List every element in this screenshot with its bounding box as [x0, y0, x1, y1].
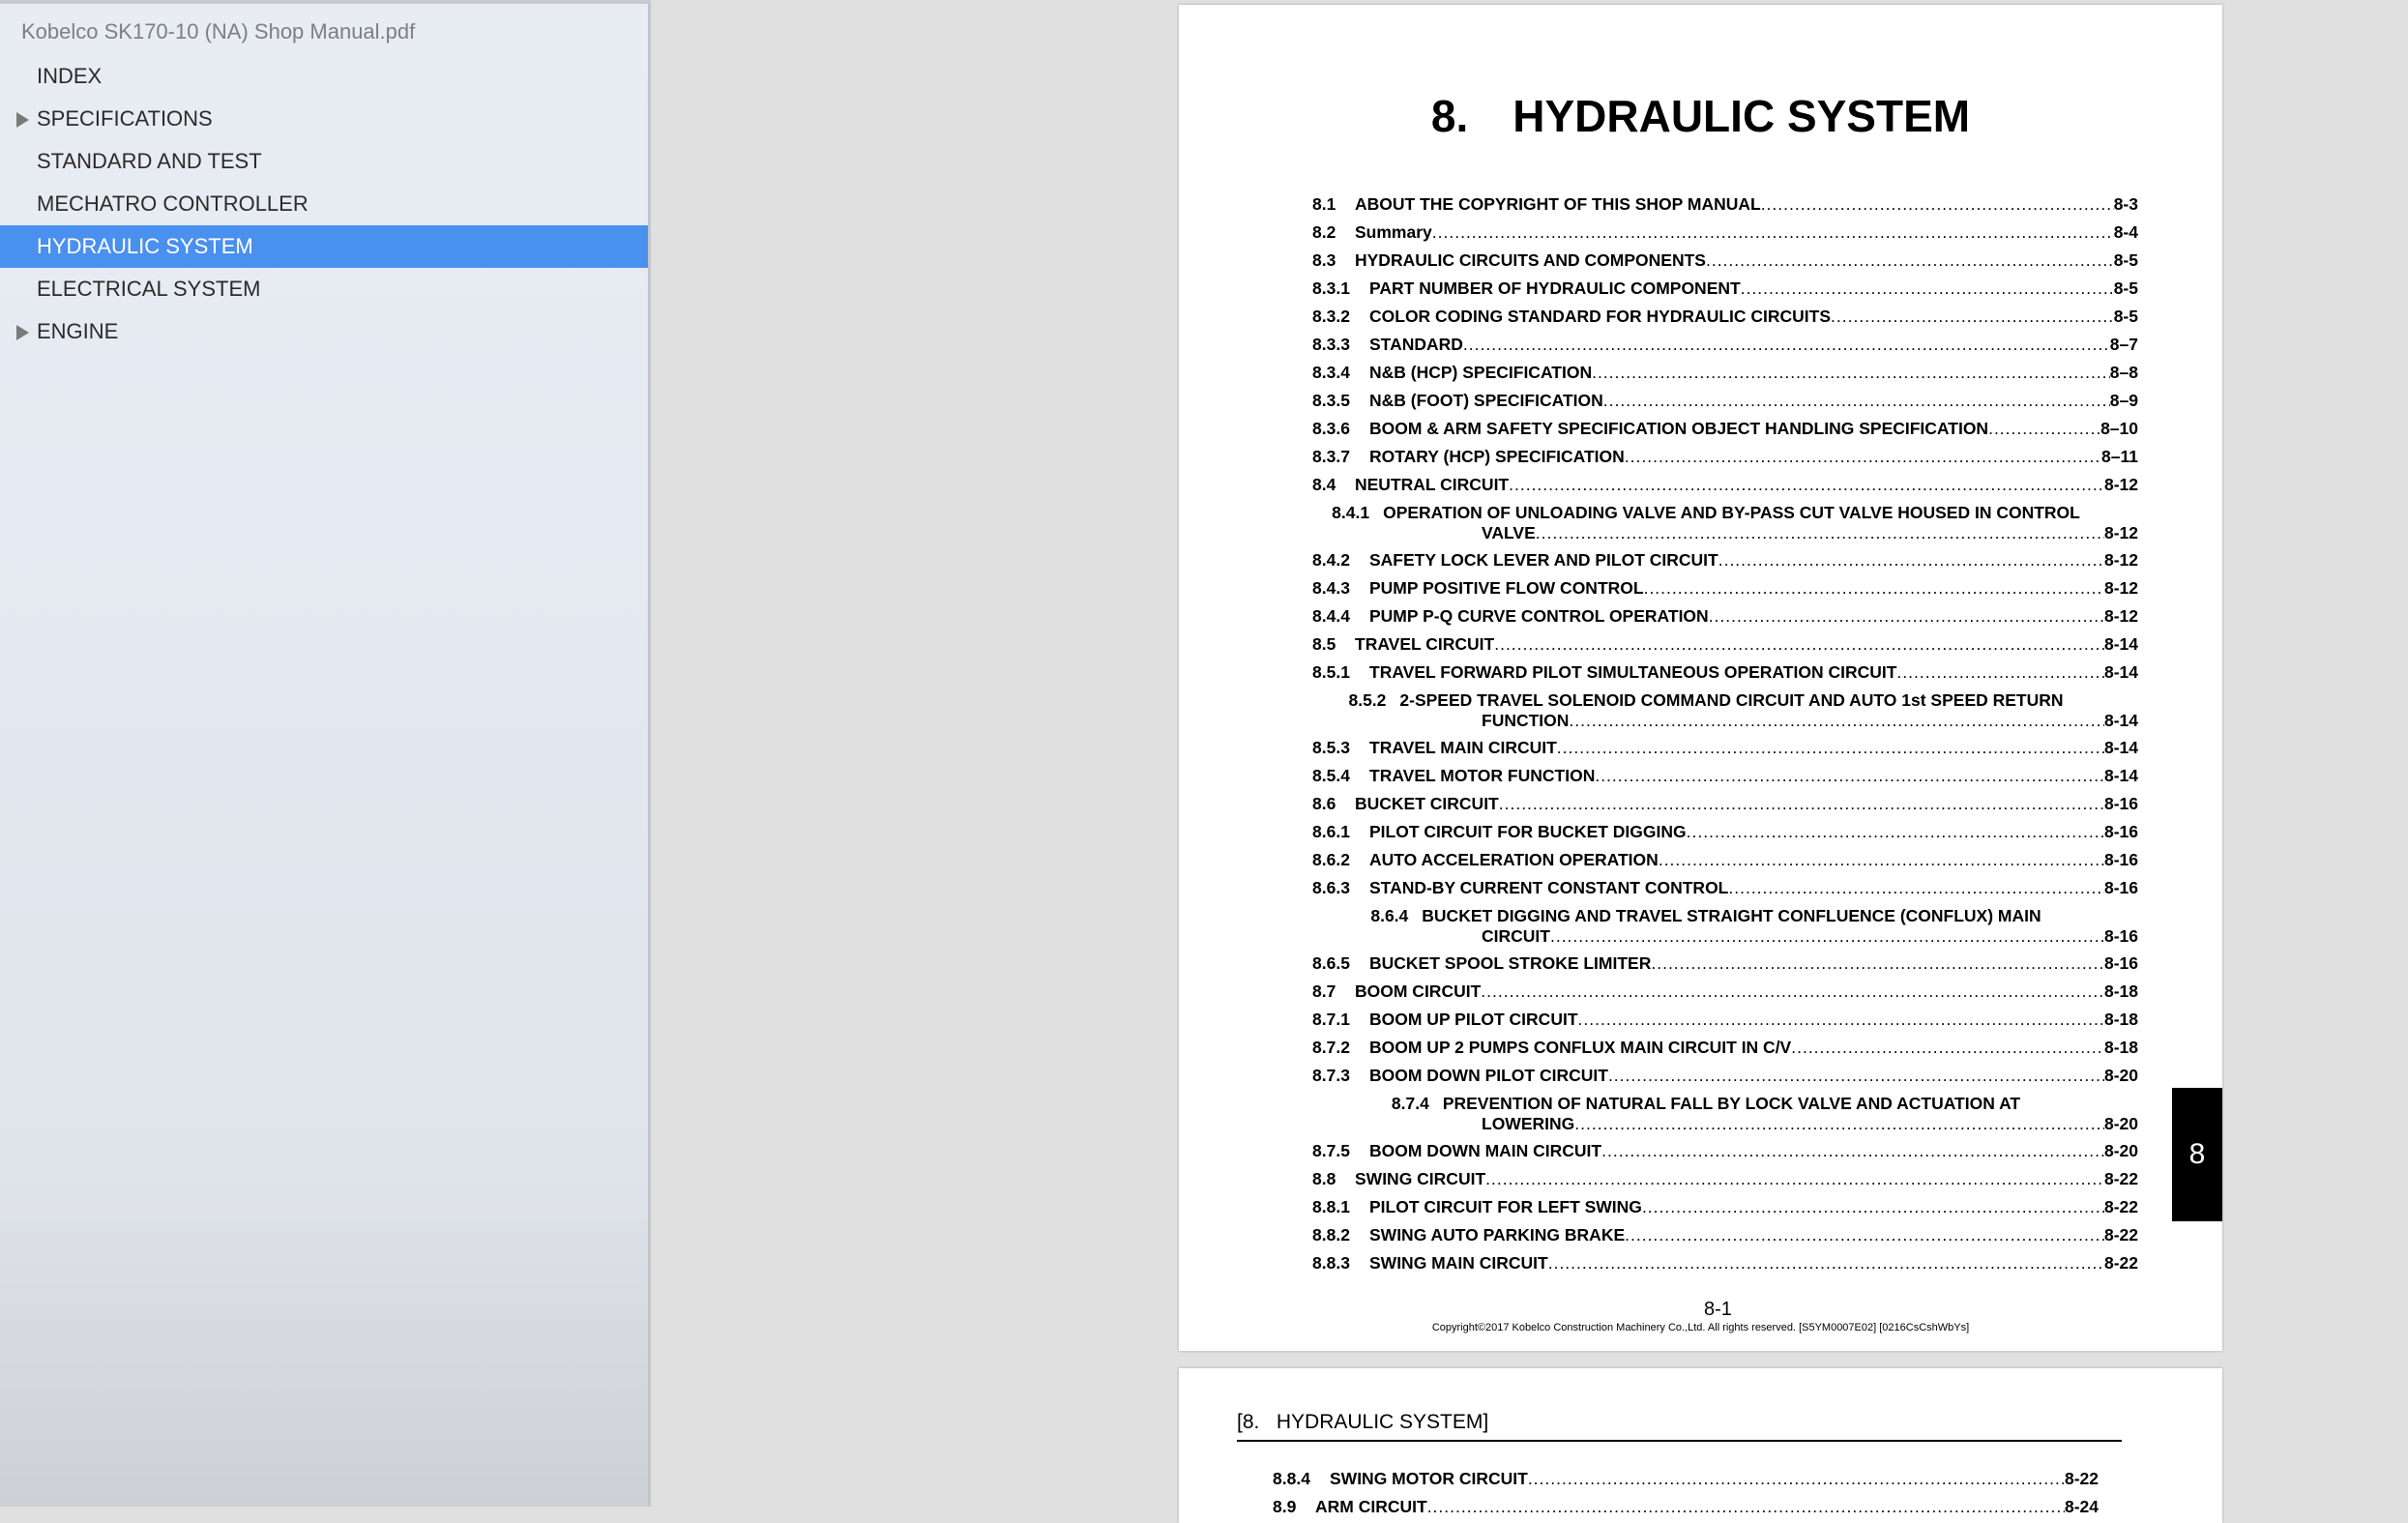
toc-page: 8-5 [2113, 278, 2138, 298]
outline-item-standard-and-test[interactable] [0, 140, 648, 183]
toc-page: 8–10 [2100, 419, 2138, 438]
document-title: Kobelco SK170-10 (NA) Shop Manual.pdf [21, 19, 416, 44]
leader-dots [1988, 419, 2100, 439]
toc-number: 8.6.2 [1312, 850, 1350, 869]
outline-item-electrical-system[interactable] [0, 268, 648, 310]
leader-dots [1494, 634, 2104, 655]
toc-number: 8.7.4 [1391, 1094, 1429, 1113]
toc-title: PILOT CIRCUIT FOR BUCKET DIGGING [1369, 822, 1687, 841]
toc-page: 8-14 [2103, 738, 2138, 757]
toc-entry[interactable] [1312, 872, 2138, 900]
toc-title: SWING CIRCUIT [1355, 1169, 1486, 1188]
toc-number: 8.2 [1312, 222, 1336, 242]
leader-dots [1578, 1010, 2104, 1030]
toc-entry[interactable] [1312, 273, 2138, 301]
chapter-number: 8. [1430, 91, 1469, 141]
outline-list [0, 55, 648, 353]
toc-page: 8-20 [2103, 1141, 2138, 1160]
toc-title-continued: FUNCTION [1482, 711, 1570, 730]
leader-dots [1557, 738, 2104, 758]
toc-entry-heading [1312, 690, 2100, 711]
toc-page: 8–7 [2109, 335, 2138, 354]
outline-item-label: STANDARD AND TEST [37, 149, 262, 173]
toc-number: 8.4.3 [1312, 578, 1350, 598]
toc-entry[interactable] [1312, 657, 2138, 685]
toc-entry[interactable] [1312, 685, 2138, 732]
toc-entry[interactable] [1312, 732, 2138, 760]
toc-entry[interactable] [1312, 1219, 2138, 1247]
toc-entry[interactable] [1312, 189, 2138, 217]
chapter-title-text: HYDRAULIC SYSTEM [1512, 91, 1971, 141]
toc-entry[interactable] [1312, 600, 2138, 629]
leader-dots [1608, 1066, 2104, 1086]
toc-entry-heading [1312, 503, 2100, 523]
leader-dots [1644, 578, 2104, 599]
toc-entry[interactable] [1273, 1463, 2099, 1491]
toc-page: 8-18 [2103, 1010, 2138, 1029]
toc-page: 8-22 [2103, 1253, 2138, 1273]
toc-entry[interactable] [1312, 900, 2138, 948]
toc-entry[interactable] [1312, 816, 2138, 844]
toc-number: 8.1 [1312, 194, 1336, 214]
toc-title: N&B (FOOT) SPECIFICATION [1369, 391, 1603, 410]
toc-page: 8-16 [2103, 850, 2138, 869]
toc-title: TRAVEL MAIN CIRCUIT [1369, 738, 1557, 757]
toc-entry[interactable] [1312, 385, 2138, 413]
toc-number: 8.6.5 [1312, 953, 1350, 973]
leader-dots [1687, 822, 2104, 842]
leader-dots [1574, 1114, 2104, 1134]
toc-page: 8-16 [2103, 953, 2138, 973]
toc-number: 8.4.4 [1312, 606, 1350, 626]
toc-number: 8.3.2 [1312, 307, 1350, 326]
toc-number: 8.3.7 [1312, 447, 1350, 466]
toc-entry[interactable] [1312, 1060, 2138, 1088]
running-header: [8. HYDRAULIC SYSTEM] [1237, 1411, 2122, 1442]
toc-number: 8.6.3 [1312, 878, 1350, 897]
disclosure-triangle-icon[interactable] [16, 112, 29, 128]
toc-entry[interactable] [1312, 301, 2138, 329]
toc-page: 8-14 [2103, 766, 2138, 785]
toc-page: 8-20 [2103, 1114, 2138, 1133]
toc-entry[interactable] [1312, 413, 2138, 441]
toc-title: BOOM & ARM SAFETY SPECIFICATION OBJECT HANDLING SPECIFICATION [1369, 419, 1989, 438]
toc-entry[interactable] [1312, 497, 2138, 544]
toc-page: 8-16 [2103, 878, 2138, 897]
toc-title: BUCKET CIRCUIT [1355, 794, 1499, 813]
toc-number: 8.7.2 [1312, 1038, 1350, 1057]
toc-number: 8.6 [1312, 794, 1336, 813]
leader-dots [1536, 523, 2104, 543]
outline-item-label: INDEX [37, 64, 103, 88]
toc-title: STAND-BY CURRENT CONSTANT CONTROL [1369, 878, 1729, 897]
toc-title: TRAVEL FORWARD PILOT SIMULTANEOUS OPERATION CIRCUIT [1369, 662, 1897, 682]
toc-title: N&B (HCP) SPECIFICATION [1369, 363, 1593, 382]
toc-title-continued: CIRCUIT [1482, 926, 1550, 946]
toc-entry[interactable] [1312, 441, 2138, 469]
leader-dots [1896, 662, 2104, 683]
toc-number: 8.9 [1273, 1497, 1297, 1516]
toc-page: 8-14 [2103, 662, 2138, 682]
leader-dots [1706, 250, 2114, 271]
toc-title: SWING MOTOR CIRCUIT [1330, 1469, 1528, 1488]
leader-dots [1595, 766, 2104, 786]
leader-dots [1728, 878, 2104, 898]
table-of-contents [1312, 189, 2138, 1275]
toc-entry[interactable] [1312, 329, 2138, 357]
toc-page: 8-16 [2103, 926, 2138, 946]
leader-dots [1481, 981, 2104, 1002]
toc-number: 8.8.3 [1312, 1253, 1350, 1273]
leader-dots [1651, 953, 2104, 974]
leader-dots [1463, 335, 2110, 355]
toc-page: 8-24 [2064, 1497, 2099, 1516]
toc-page: 8-22 [2103, 1225, 2138, 1245]
toc-page: 8-14 [2103, 634, 2138, 654]
page-number: 8-1 [1704, 1299, 1732, 1320]
toc-page: 8-20 [2103, 1066, 2138, 1085]
leader-dots [1642, 1197, 2104, 1217]
toc-entry[interactable] [1312, 1032, 2138, 1060]
leader-dots [1592, 363, 2110, 383]
toc-entry[interactable] [1312, 844, 2138, 872]
toc-title: PREVENTION OF NATURAL FALL BY LOCK VALVE AND ACTUATION AT [1442, 1094, 2021, 1113]
pdf-page-8-2[interactable] [1179, 1368, 2222, 1523]
toc-entry[interactable] [1312, 976, 2138, 1004]
toc-number: 8.5.2 [1348, 690, 1387, 710]
toc-number: 8.6.1 [1312, 822, 1350, 841]
toc-page: 8-12 [2103, 606, 2138, 626]
toc-number: 8.7.5 [1312, 1141, 1350, 1160]
toc-number: 8.3.5 [1312, 391, 1350, 410]
toc-entry[interactable] [1312, 1191, 2138, 1219]
leader-dots [1718, 550, 2104, 571]
toc-title: HYDRAULIC CIRCUITS AND COMPONENTS [1355, 250, 1706, 270]
outline-item-hydraulic-system[interactable] [0, 225, 648, 268]
outline-item-index[interactable] [0, 55, 648, 98]
toc-number: 8.7.1 [1312, 1010, 1350, 1029]
toc-page: 8–9 [2109, 391, 2138, 410]
toc-title: BOOM DOWN PILOT CIRCUIT [1369, 1066, 1608, 1085]
toc-number: 8.3 [1312, 250, 1336, 270]
toc-title: PILOT CIRCUIT FOR LEFT SWING [1369, 1197, 1642, 1216]
toc-page: 8-18 [2103, 1038, 2138, 1057]
toc-page: 8-22 [2064, 1469, 2099, 1488]
toc-entry[interactable] [1312, 760, 2138, 788]
toc-title: NEUTRAL CIRCUIT [1355, 475, 1510, 494]
toc-title: BOOM UP PILOT CIRCUIT [1369, 1010, 1578, 1029]
toc-title-continued: LOWERING [1482, 1114, 1575, 1133]
toc-title: OPERATION OF UNLOADING VALVE AND BY-PASS CUT VALVE HOUSED IN CONTROL [1383, 503, 2080, 522]
chapter-title [1179, 90, 2222, 142]
toc-entry[interactable] [1312, 469, 2138, 497]
toc-number: 8.5 [1312, 634, 1336, 654]
toc-entry[interactable] [1312, 544, 2138, 572]
toc-page: 8-12 [2103, 475, 2138, 494]
toc-page: 8-16 [2103, 794, 2138, 813]
toc-number: 8.4 [1312, 475, 1336, 494]
outline-item-label: ENGINE [37, 319, 119, 343]
leader-dots [1741, 278, 2114, 299]
toc-title: BOOM UP 2 PUMPS CONFLUX MAIN CIRCUIT IN C/V [1369, 1038, 1792, 1057]
leader-dots [1528, 1469, 2065, 1489]
toc-page: 8–11 [2101, 447, 2138, 466]
toc-number: 8.5.1 [1312, 662, 1350, 682]
toc-page: 8–8 [2109, 363, 2138, 382]
toc-number: 8.5.3 [1312, 738, 1350, 757]
toc-entry[interactable] [1312, 1004, 2138, 1032]
toc-title: SWING AUTO PARKING BRAKE [1369, 1225, 1626, 1245]
leader-dots [1550, 926, 2104, 947]
toc-entry[interactable] [1312, 1163, 2138, 1191]
leader-dots [1831, 307, 2114, 327]
toc-page: 8-12 [2103, 523, 2138, 542]
toc-title: ABOUT THE COPYRIGHT OF THIS SHOP MANUAL [1355, 194, 1761, 214]
leader-dots [1603, 391, 2110, 411]
leader-dots [1761, 194, 2114, 215]
leader-dots [1509, 475, 2104, 495]
toc-entry[interactable] [1312, 629, 2138, 657]
toc-title: COLOR CODING STANDARD FOR HYDRAULIC CIRCUITS [1369, 307, 1832, 326]
toc-page: 8-22 [2103, 1197, 2138, 1216]
leader-dots [1427, 1497, 2065, 1517]
toc-page: 8-18 [2103, 981, 2138, 1001]
toc-page: 8-22 [2103, 1169, 2138, 1188]
toc-title: BOOM DOWN MAIN CIRCUIT [1369, 1141, 1602, 1160]
toc-title: BUCKET DIGGING AND TRAVEL STRAIGHT CONFLUENCE (CONFLUX) MAIN [1422, 906, 2041, 925]
toc-title: TRAVEL CIRCUIT [1355, 634, 1495, 654]
toc-entry[interactable] [1312, 948, 2138, 976]
toc-number: 8.6.4 [1370, 906, 1409, 925]
toc-title: SAFETY LOCK LEVER AND PILOT CIRCUIT [1369, 550, 1718, 570]
table-of-contents-continued [1273, 1463, 2099, 1519]
toc-entry[interactable] [1312, 217, 2138, 245]
leader-dots [1791, 1038, 2104, 1058]
toc-page: 8-5 [2113, 307, 2138, 326]
disclosure-triangle-icon[interactable] [16, 325, 29, 340]
toc-number: 8.8.2 [1312, 1225, 1350, 1245]
toc-title: PUMP POSITIVE FLOW CONTROL [1369, 578, 1644, 598]
toc-number: 8.3.3 [1312, 335, 1350, 354]
chapter-tab: 8 [2172, 1088, 2222, 1221]
outline-item-label: MECHATRO CONTROLLER [37, 191, 308, 216]
toc-number: 8.7.3 [1312, 1066, 1350, 1085]
toc-entry[interactable] [1312, 1135, 2138, 1163]
toc-title: SWING MAIN CIRCUIT [1369, 1253, 1548, 1273]
toc-entry[interactable] [1312, 572, 2138, 600]
copyright-notice: Copyright©2017 Kobelco Construction Machinery Co.,Ltd. All rights reserved. [S5YM0007E02] [0216CsCshWbYs] [1431, 1322, 1970, 1333]
toc-title: TRAVEL MOTOR FUNCTION [1369, 766, 1596, 785]
leader-dots [1432, 222, 2114, 243]
toc-number: 8.5.4 [1312, 766, 1350, 785]
toc-number: 8.3.6 [1312, 419, 1350, 438]
toc-page: 8-14 [2103, 711, 2138, 730]
leader-dots [1569, 711, 2104, 731]
toc-page: 8-12 [2103, 578, 2138, 598]
outline-item-mechatro-controller[interactable] [0, 183, 648, 225]
toc-number: 8.8 [1312, 1169, 1336, 1188]
outline-item-specifications[interactable] [0, 98, 648, 140]
toc-title: Summary [1355, 222, 1432, 242]
toc-entry[interactable] [1312, 788, 2138, 816]
leader-dots [1499, 794, 2104, 814]
toc-number: 8.4.1 [1332, 503, 1370, 522]
toc-title: PUMP P-Q CURVE CONTROL OPERATION [1369, 606, 1709, 626]
toc-number: 8.8.1 [1312, 1197, 1350, 1216]
toc-number: 8.3.1 [1312, 278, 1350, 298]
toc-title: 2-SPEED TRAVEL SOLENOID COMMAND CIRCUIT AND AUTO 1st SPEED RETURN [1399, 690, 2064, 710]
toc-entry[interactable] [1312, 245, 2138, 273]
toc-title: STANDARD [1369, 335, 1463, 354]
leader-dots [1601, 1141, 2104, 1161]
pdf-page-8-1[interactable] [1179, 5, 2222, 1351]
outline-item-label: ELECTRICAL SYSTEM [37, 277, 261, 301]
leader-dots [1548, 1253, 2104, 1274]
toc-entry[interactable] [1273, 1491, 2099, 1519]
toc-number: 8.7 [1312, 981, 1336, 1001]
toc-page: 8-12 [2103, 550, 2138, 570]
toc-title-continued: VALVE [1482, 523, 1536, 542]
leader-dots [1709, 606, 2104, 627]
toc-title: BOOM CIRCUIT [1355, 981, 1482, 1001]
toc-entry[interactable] [1312, 1088, 2138, 1135]
toc-number: 8.4.2 [1312, 550, 1350, 570]
toc-number: 8.3.4 [1312, 363, 1350, 382]
toc-title: ARM CIRCUIT [1315, 1497, 1427, 1516]
toc-title: BUCKET SPOOL STROKE LIMITER [1369, 953, 1652, 973]
toc-entry-heading [1312, 906, 2100, 926]
toc-title: ROTARY (HCP) SPECIFICATION [1369, 447, 1625, 466]
outline-item-engine[interactable] [0, 310, 648, 353]
outline-item-label: HYDRAULIC SYSTEM [37, 234, 253, 258]
toc-page: 8-16 [2103, 822, 2138, 841]
leader-dots [1485, 1169, 2104, 1189]
outline-item-label: SPECIFICATIONS [37, 106, 213, 131]
toc-entry-heading [1312, 1094, 2100, 1114]
leader-dots [1625, 447, 2101, 467]
leader-dots [1659, 850, 2104, 870]
toc-page: 8-5 [2113, 250, 2138, 270]
toc-page: 8-4 [2113, 222, 2138, 242]
toc-title: AUTO ACCELERATION OPERATION [1369, 850, 1659, 869]
leader-dots [1625, 1225, 2104, 1245]
toc-page: 8-3 [2113, 194, 2138, 214]
toc-number: 8.8.4 [1273, 1469, 1310, 1488]
toc-entry[interactable] [1312, 1247, 2138, 1275]
toc-entry[interactable] [1312, 357, 2138, 385]
toc-title: PART NUMBER OF HYDRAULIC COMPONENT [1369, 278, 1741, 298]
outline-sidebar [0, 0, 651, 1507]
